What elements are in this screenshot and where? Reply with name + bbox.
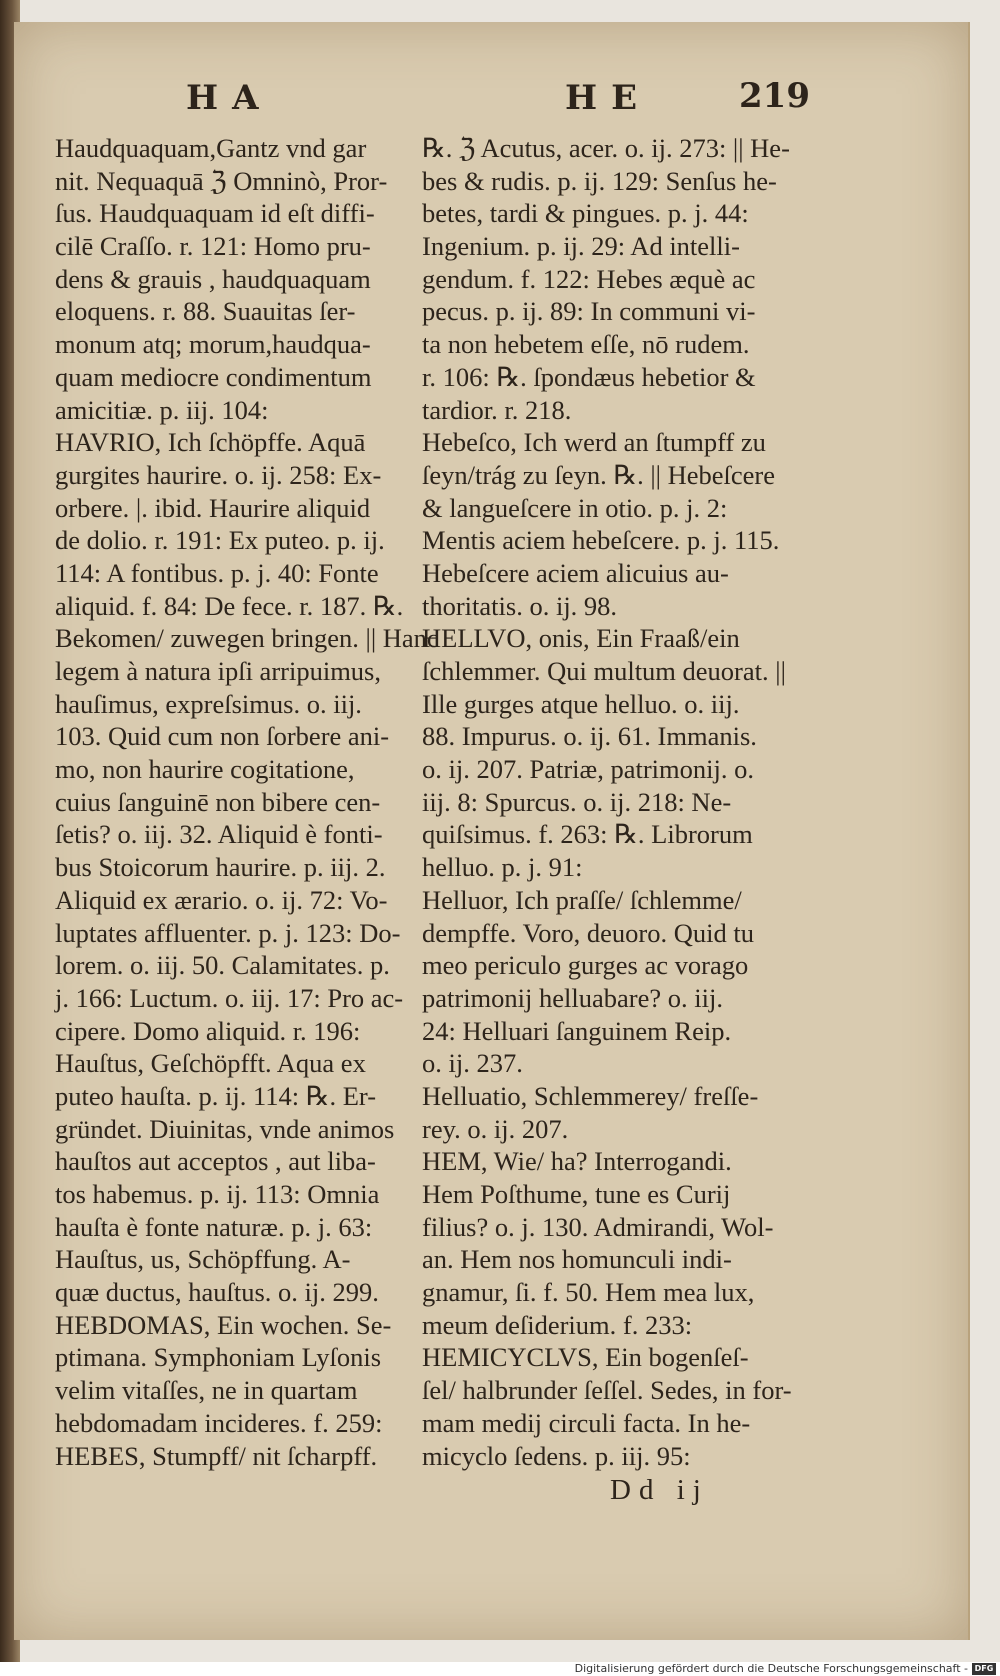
- text-line: ſus. Haudquaquam id eſt diffi-: [55, 198, 375, 229]
- text-line: ſel/ halbrunder ſeſſel. Sedes, in for-: [422, 1375, 792, 1406]
- running-head-left: HA: [186, 78, 273, 118]
- text-line: an. Hem nos homunculi indi-: [422, 1244, 732, 1275]
- text-line: Helluatio, Schlemmerey/ freſſe-: [422, 1080, 759, 1111]
- text-line: Hem Poſthume, tune es Curij: [422, 1179, 731, 1209]
- text-line: eloquens. r. 88. Suauitas ſer-: [55, 296, 356, 327]
- text-line: 88. Impurus. o. ij. 61. Immanis.: [422, 721, 757, 752]
- text-line: de dolio. r. 191: Ex puteo. p. ij.: [55, 525, 385, 556]
- text-line: quæ ductus, hauſtus. o. ij. 299.: [55, 1277, 379, 1308]
- text-line: orbere. |. ibid. Haurire aliquid: [55, 492, 371, 523]
- text-line: thoritatis. o. ij. 98.: [422, 590, 618, 621]
- text-line: luptates affluenter. p. j. 123: Do-: [55, 917, 401, 948]
- text-line: o. ij. 207. Patriæ, patrimonij. o.: [422, 754, 754, 785]
- text-line: HEBES, Stumpff/ nit ſcharpff.: [55, 1440, 378, 1471]
- text-line: ſeyn/trág zu ſeyn. ℞. || Hebeſcere: [422, 459, 775, 490]
- text-line: ſetis? o. iij. 32. Aliquid è fonti-: [55, 819, 383, 850]
- text-line: 24: Helluari ſanguinem Reip.: [422, 1015, 732, 1046]
- right-column: [422, 132, 802, 1472]
- text-line: & langueſcere in otio. p. j. 2:: [422, 492, 728, 523]
- text-line: mo, non haurire cogitatione,: [55, 754, 355, 785]
- text-line: cipere. Domo aliquid. r. 196:: [55, 1015, 361, 1046]
- page-number: 219: [739, 76, 810, 116]
- text-line: iij. 8: Spurcus. o. ij. 218: Ne-: [422, 786, 732, 817]
- text-line: Ille gurges atque helluo. o. iij.: [422, 688, 740, 719]
- running-head-right: HE: [565, 78, 652, 118]
- text-line: j. 166: Luctum. o. iij. 17: Pro ac-: [55, 982, 404, 1013]
- text-line: legem à natura ipſi arripuimus,: [55, 656, 381, 686]
- text-line: Hebeſco, Ich werd an ſtumpff zu: [422, 427, 766, 458]
- text-line: nit. Nequaquā ℨ Omninò, Pror-: [55, 165, 388, 196]
- text-line: 114: A fontibus. p. j. 40: Fonte: [55, 557, 379, 588]
- text-line: rey. o. ij. 207.: [422, 1113, 569, 1144]
- text-line: tos habemus. p. ij. 113: Omnia: [55, 1179, 380, 1209]
- text-line: velim vitaſſes, ne in quartam: [55, 1375, 358, 1406]
- text-line: Ingenium. p. ij. 29: Ad intelli-: [422, 231, 740, 262]
- text-line: Bekomen/ zuwegen bringen. || Hanc: [55, 623, 439, 654]
- text-line: meum deſiderium. f. 233:: [422, 1309, 693, 1340]
- text-line: filius? o. j. 130. Admirandi, Wol-: [422, 1211, 774, 1242]
- text-line: meo periculo gurges ac vorago: [422, 950, 749, 981]
- text-line: lorem. o. iij. 50. Calamitates. p.: [55, 950, 390, 981]
- text-line: dens & grauis , haudquaquam: [55, 263, 371, 294]
- text-line: bus Stoicorum haurire. p. iij. 2.: [55, 852, 386, 883]
- text-line: HEBDOMAS, Ein wochen. Se-: [55, 1309, 392, 1340]
- text-line: bes & rudis. p. ij. 129: Senſus he-: [422, 165, 777, 196]
- text-line: HAVRIO, Ich ſchöpffe. Aquā: [55, 427, 366, 458]
- text-line: ta non hebetem eſſe, nō rudem.: [422, 329, 750, 360]
- text-line: ℞. ℨ Acutus, acer. o. ij. 273: || He-: [422, 133, 790, 163]
- text-line: hebdomadam incideres. f. 259:: [55, 1407, 383, 1438]
- text-line: micyclo ſedens. p. iij. 95:: [422, 1440, 691, 1471]
- text-line: amicitiæ. p. iij. 104:: [55, 394, 269, 425]
- digitization-credit: Digitalisierung gefördert durch die Deutsche Forschungsgemeinschaft -: [574, 1662, 968, 1675]
- text-line: ſchlemmer. Qui multum deuorat. ||: [422, 656, 786, 686]
- text-line: Helluor, Ich praſſe/ ſchlemme/: [422, 884, 742, 915]
- text-line: Mentis aciem hebeſcere. p. j. 115.: [422, 525, 780, 556]
- text-line: hauſtos aut acceptos , aut liba-: [55, 1146, 376, 1177]
- text-line: puteo hauſta. p. ij. 114: ℞. Er-: [55, 1080, 377, 1111]
- text-line: monum atq; morum,haudqua-: [55, 329, 371, 360]
- text-line: tardior. r. 218.: [422, 394, 572, 425]
- text-line: HEMICYCLVS, Ein bogenſeſ-: [422, 1342, 749, 1373]
- text-line: gurgites haurire. o. ij. 258: Ex-: [55, 459, 382, 490]
- text-line: o. ij. 237.: [422, 1048, 523, 1079]
- text-line: HELLVO, onis, Ein Fraaß/ein: [422, 623, 740, 654]
- text-line: hauſimus, expreſsimus. o. iij.: [55, 688, 362, 719]
- text-line: betes, tardi & pingues. p. j. 44:: [422, 198, 749, 229]
- text-line: HEM, Wie/ ha? Interrogandi.: [422, 1146, 732, 1177]
- text-line: gendum. f. 122: Hebes æquè ac: [422, 263, 756, 294]
- text-line: pecus. p. ij. 89: In communi vi-: [422, 296, 756, 327]
- text-line: Haudquaquam,Gantz vnd gar: [55, 133, 367, 163]
- text-line: cuius ſanguinē non bibere cen-: [55, 786, 381, 817]
- text-line: Hebeſcere aciem alicuius au-: [422, 557, 729, 588]
- dfg-logo: DFG: [972, 1663, 996, 1675]
- text-line: Hauſtus, Geſchöpfft. Aqua ex: [55, 1048, 366, 1079]
- text-line: quam mediocre condimentum: [55, 361, 372, 392]
- text-line: mam medij circuli facta. In he-: [422, 1407, 751, 1438]
- text-line: Aliquid ex ærario. o. ij. 72: Vo-: [55, 884, 388, 915]
- text-line: 103. Quid cum non ſorbere ani-: [55, 721, 390, 752]
- text-line: hauſta è fonte naturæ. p. j. 63:: [55, 1211, 373, 1242]
- text-line: patrimonij helluabare? o. iij.: [422, 982, 723, 1013]
- text-line: gnamur, ſi. f. 50. Hem mea lux,: [422, 1277, 755, 1308]
- text-line: helluo. p. j. 91:: [422, 852, 583, 883]
- printer-signature: Dd ij: [610, 1474, 709, 1506]
- text-line: quiſsimus. f. 263: ℞. Librorum: [422, 819, 753, 850]
- text-line: gründet. Diuinitas, vnde animos: [55, 1113, 395, 1144]
- text-line: Hauſtus, us, Schöpffung. A-: [55, 1244, 351, 1275]
- left-column: [55, 132, 439, 1472]
- text-line: dempffe. Voro, deuoro. Quid tu: [422, 917, 754, 948]
- text-line: ptimana. Symphoniam Lyſonis: [55, 1342, 382, 1373]
- text-line: r. 106: ℞. ſpondæus hebetior &: [422, 361, 756, 392]
- text-line: aliquid. f. 84: De fece. r. 187. ℞.: [55, 590, 404, 621]
- text-line: cilē Craſſo. r. 121: Homo pru-: [55, 231, 371, 262]
